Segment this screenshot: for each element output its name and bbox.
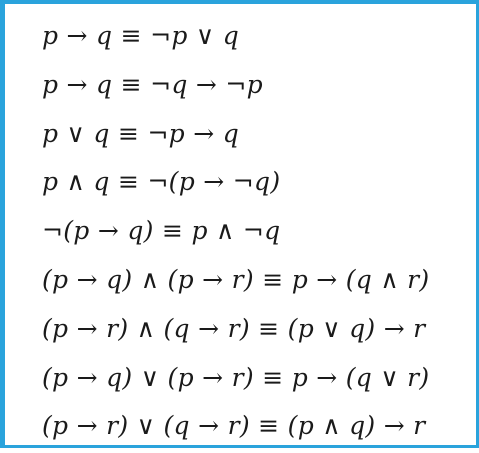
equivalence-row: (p → r) ∨ (q → r) ≡ (p ∧ q) → r bbox=[42, 411, 426, 441]
equivalence-list bbox=[42, 14, 472, 453]
equivalence-row: (p → q) ∧ (p → r) ≡ p → (q ∧ r) bbox=[42, 264, 430, 294]
equivalence-row: ¬(p → q) ≡ p ∧ ¬q bbox=[42, 216, 281, 246]
frame-border-top bbox=[0, 0, 479, 4]
equivalence-row: p ∨ q ≡ ¬p → q bbox=[42, 118, 240, 148]
equivalence-row: (p → q) ∨ (p → r) ≡ p → (q ∨ r) bbox=[42, 362, 430, 392]
equivalence-row: (p → r) ∧ (q → r) ≡ (p ∨ q) → r bbox=[42, 313, 426, 343]
equivalence-row: p ∧ q ≡ ¬(p → ¬q) bbox=[42, 167, 281, 197]
equivalence-row: p → q ≡ ¬p ∨ q bbox=[42, 21, 240, 50]
equivalence-row: p → q ≡ ¬q → ¬p bbox=[42, 69, 263, 99]
frame-border-left bbox=[0, 0, 5, 448]
